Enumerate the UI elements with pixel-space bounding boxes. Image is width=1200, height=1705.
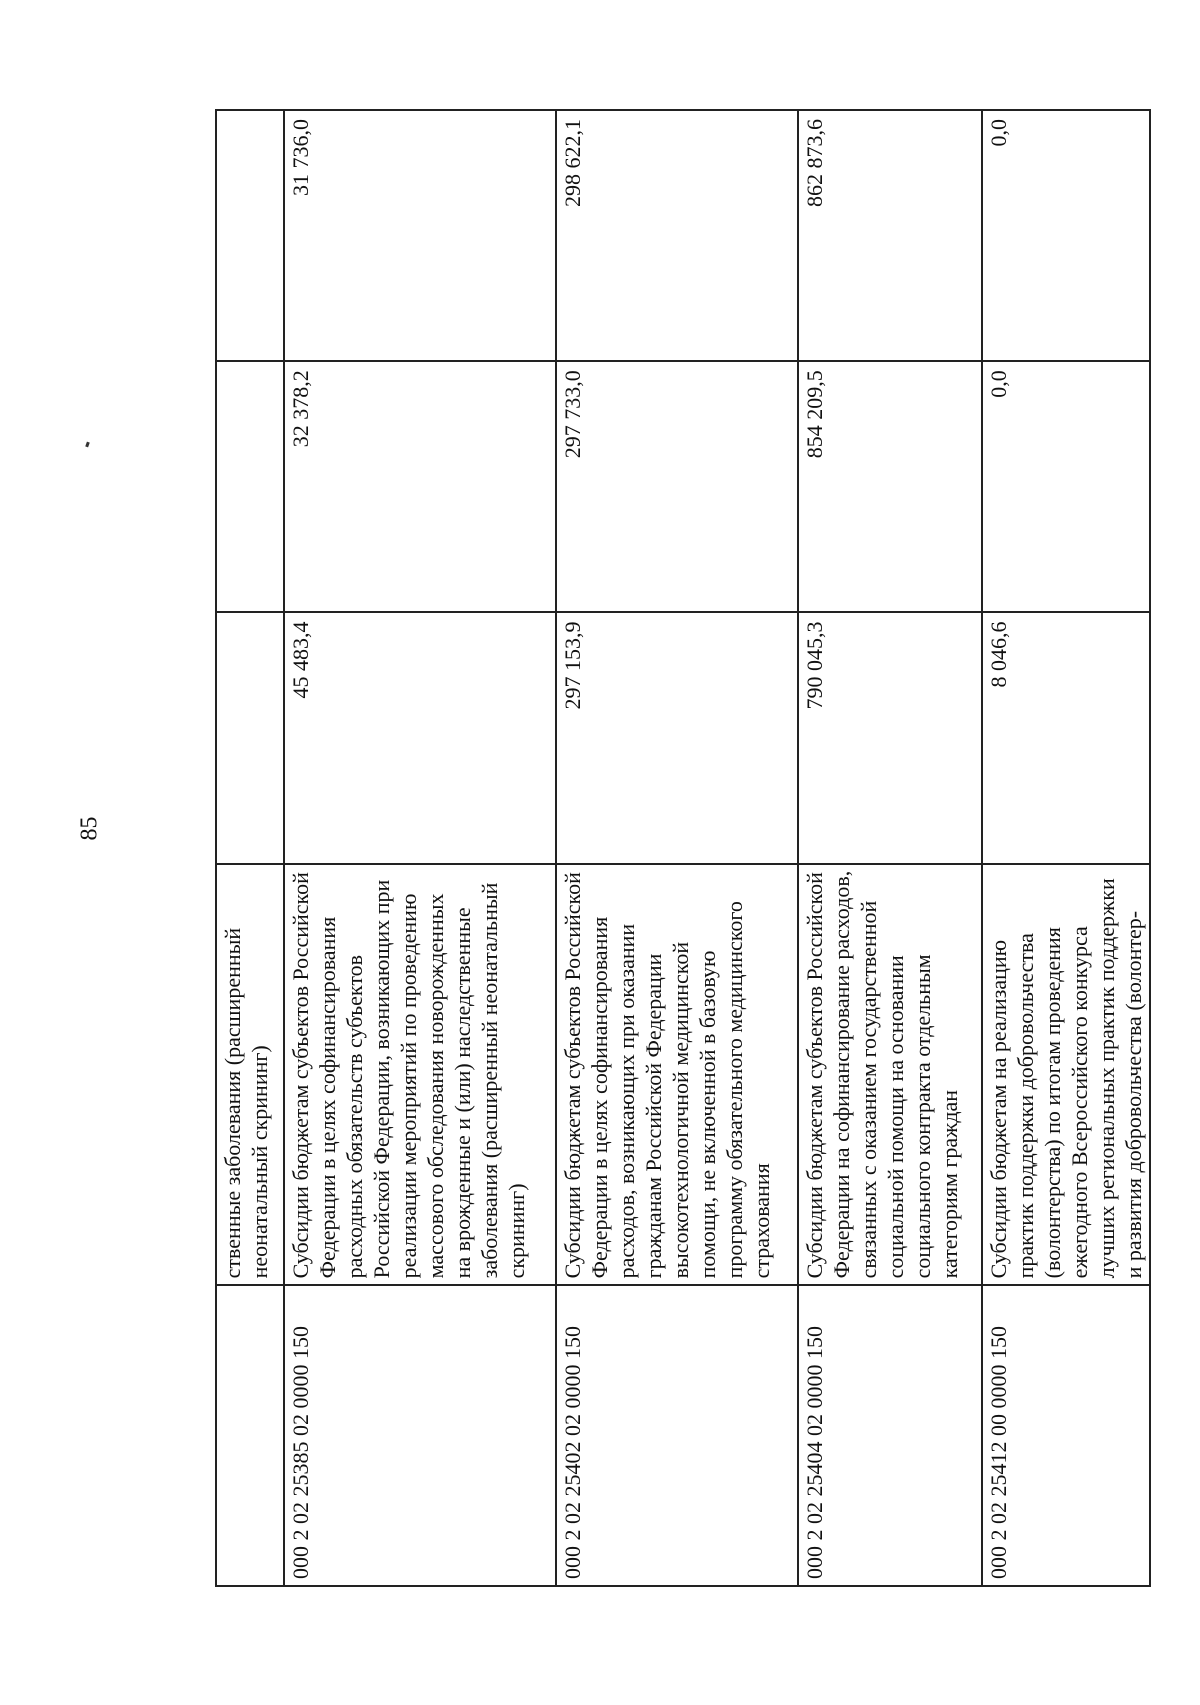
amount-cell-3: 0,0 [982, 110, 1150, 361]
amount-cell-1: 45 483,4 [284, 612, 556, 863]
amount-cell-2: 32 378,2 [284, 361, 556, 612]
table-row [556, 110, 798, 1586]
rotated-sheet [215, 109, 1146, 1587]
page-number: 85 [76, 816, 103, 841]
amount-cell-1: 790 045,3 [798, 612, 982, 863]
table-row [284, 110, 556, 1586]
description-cell: Субсидии бюджетам субъектов Российской Федерации в целях софинансирования расходов, возникающих при оказании гражданам Российской Федерации высокотехнологичной медицинской помощи, не включенной в базовую программу обязательного медицинского страхования [556, 864, 798, 1286]
amount-cell-1: 8 046,6 [982, 612, 1150, 863]
budget-table [215, 109, 1151, 1587]
amount-cell-2: 297 733,0 [556, 361, 798, 612]
description-cell: Субсидии бюджетам субъектов Российской Федерации в целях софинансирования расходных обязательств субъектов Российской Федерации, возникающих при реализации мероприятий по проведению массового обследования новорожденных на врожденные и (или) наследственные заболевания (расширенный неонатальный скрининг) [284, 864, 556, 1286]
budget-code-cell: 000 2 02 25385 02 0000 150 [284, 1285, 556, 1586]
table-viewport [215, 109, 1146, 1587]
table-row [798, 110, 982, 1586]
table-row [982, 110, 1150, 1586]
budget-code-cell: 000 2 02 25412 00 0000 150 [982, 1285, 1150, 1586]
description-cell: ственные заболевания (расширенный неонатальный скрининг) [216, 864, 284, 1286]
amount-cell-3: 862 873,6 [798, 110, 982, 361]
description-cell: Субсидии бюджетам субъектов Российской Федерации на софинансирование расходов, связанных с оказанием государственной социальной помощи на основании социального контракта отдельным категориям граждан [798, 864, 982, 1286]
scan-speck [85, 442, 90, 448]
table-row [216, 110, 284, 1586]
amount-cell-2: 0,0 [982, 361, 1150, 612]
budget-code-cell [216, 1285, 284, 1586]
amount-cell-2 [216, 361, 284, 612]
description-cell: Субсидии бюджетам на реализацию практик поддержки добровольчества (волонтерства) по итогам проведения ежегодного Всероссийского конкурса лучших региональных практик поддержки и развития добровольчества (волонтер- [982, 864, 1150, 1286]
amount-cell-3: 31 736,0 [284, 110, 556, 361]
amount-cell-1: 297 153,9 [556, 612, 798, 863]
amount-cell-1 [216, 612, 284, 863]
budget-code-cell: 000 2 02 25402 02 0000 150 [556, 1285, 798, 1586]
amount-cell-3: 298 622,1 [556, 110, 798, 361]
budget-code-cell: 000 2 02 25404 02 0000 150 [798, 1285, 982, 1586]
amount-cell-2: 854 209,5 [798, 361, 982, 612]
amount-cell-3 [216, 110, 284, 361]
